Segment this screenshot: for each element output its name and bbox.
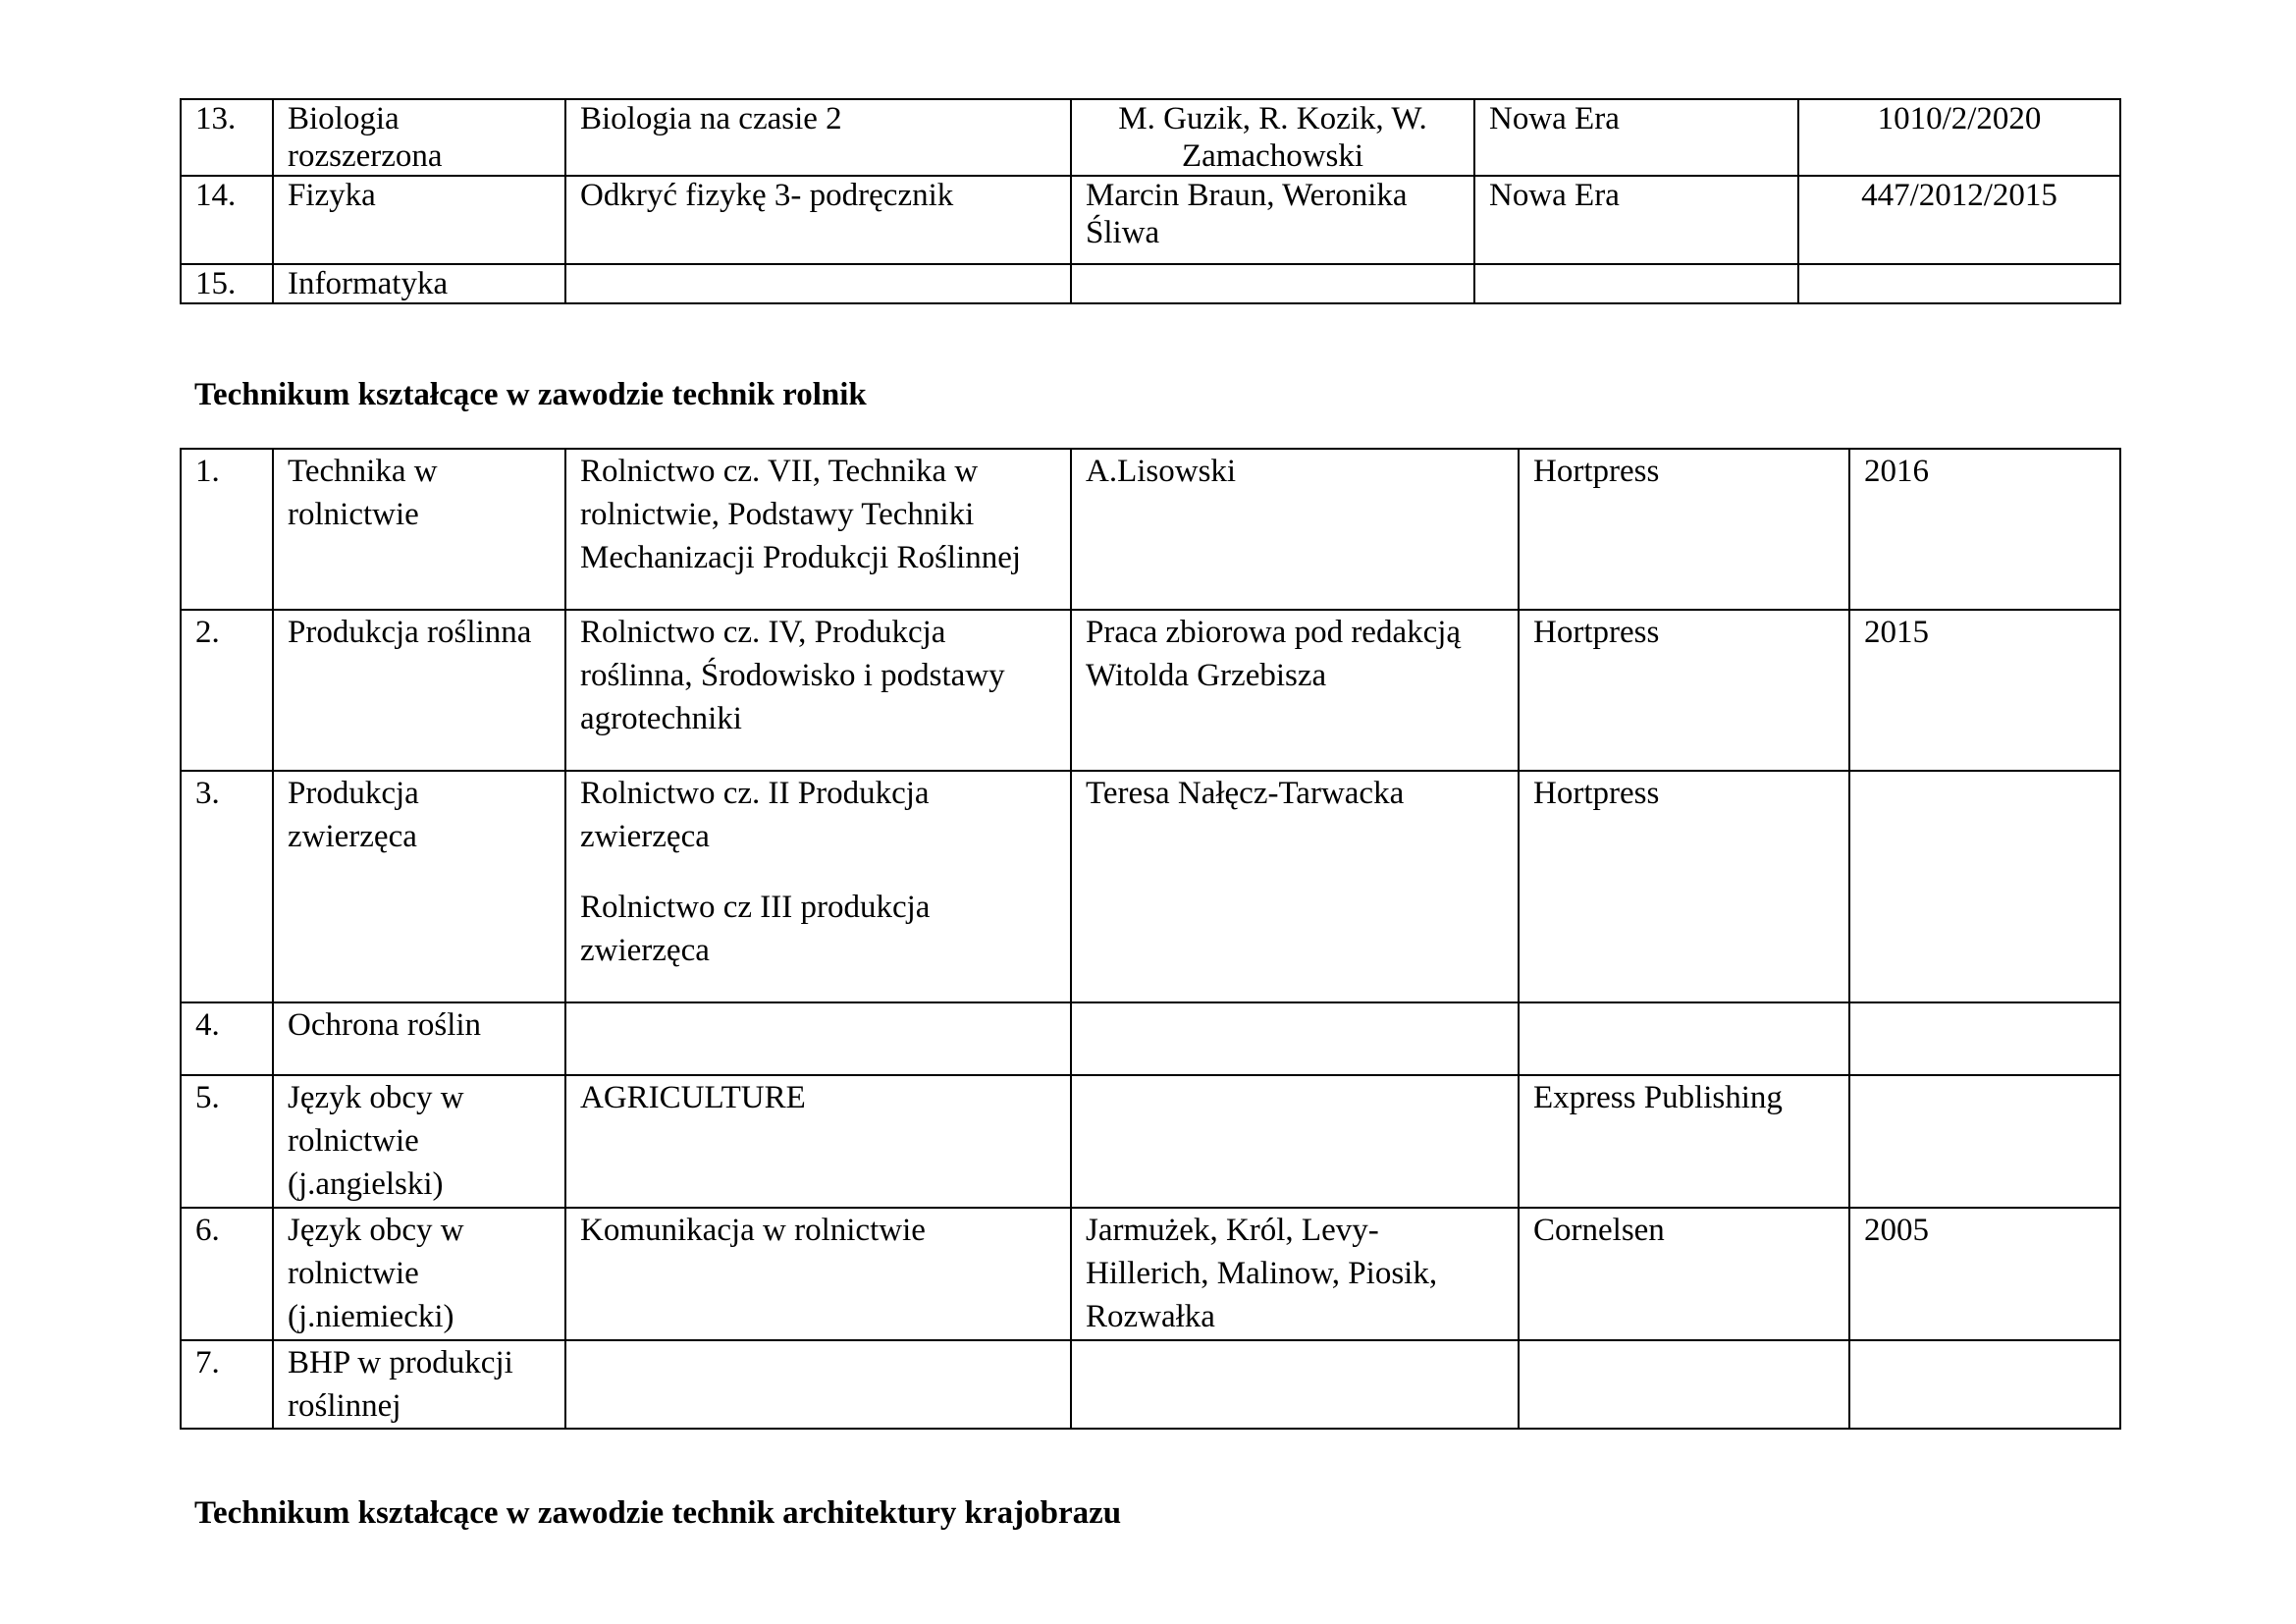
- approval-number-cell: [1798, 99, 2120, 176]
- paragraph-gap: [580, 858, 1056, 886]
- publisher-cell: [1519, 771, 1849, 1002]
- publisher-cell: [1519, 1340, 1849, 1429]
- publisher-cell-line: Hortpress: [1533, 615, 1660, 650]
- row-number-cell-line: 3.: [195, 776, 220, 811]
- table-row: [181, 1002, 2120, 1075]
- approval-number-cell: [1798, 264, 2120, 303]
- row-number-cell-line: 15.: [195, 266, 237, 301]
- subject-cell-line: rolnictwie: [288, 1123, 419, 1159]
- table-row: [181, 771, 2120, 1002]
- publisher-cell-line: Cornelsen: [1533, 1213, 1665, 1248]
- section-heading-technik-architektury-krajobrazu: Technikum kształcące w zawodzie technik architektury krajobrazu: [194, 1495, 1122, 1531]
- author-cell: [1071, 1208, 1519, 1340]
- title-cell-line: Rolnictwo cz. VII, Technika w: [580, 454, 979, 489]
- title-cell: [565, 99, 1071, 176]
- author-cell: [1071, 1002, 1519, 1075]
- row-number-cell: [181, 1075, 273, 1208]
- row-number-cell: [181, 1340, 273, 1429]
- title-cell-line: Rolnictwo cz III produkcja: [580, 890, 931, 925]
- title-cell: [565, 264, 1071, 303]
- author-cell: [1071, 771, 1519, 1002]
- year-cell: [1849, 1340, 2120, 1429]
- subject-cell-line: roślinnej: [288, 1388, 401, 1424]
- textbook-table-technik-rolnik: [180, 448, 2121, 1430]
- year-cell: [1849, 449, 2120, 610]
- title-cell: [565, 771, 1071, 1002]
- subject-cell-line: (j.angielski): [288, 1166, 444, 1202]
- year-cell-line: 2015: [1864, 615, 1929, 650]
- year-cell-line: 2005: [1864, 1213, 1929, 1248]
- author-cell: [1071, 1075, 1519, 1208]
- table-row: [181, 1340, 2120, 1429]
- title-cell: [565, 1075, 1071, 1208]
- subject-cell-line: zwierzęca: [288, 819, 417, 854]
- row-number-cell: [181, 99, 273, 176]
- publisher-cell-line: Express Publishing: [1533, 1080, 1783, 1115]
- approval-number-cell-line: 1010/2/2020: [1877, 101, 2042, 136]
- author-cell: [1071, 610, 1519, 771]
- subject-cell-line: BHP w produkcji: [288, 1345, 513, 1380]
- subject-cell-line: Technika w: [288, 454, 438, 489]
- title-cell-line: roślinna, Środowisko i podstawy: [580, 658, 1005, 693]
- subject-cell-line: Język obcy w: [288, 1080, 464, 1115]
- subject-cell: [273, 1002, 565, 1075]
- subject-cell-line: Informatyka: [288, 266, 449, 301]
- title-cell-line: zwierzęca: [580, 819, 710, 854]
- author-cell-line: Witolda Grzebisza: [1086, 658, 1327, 693]
- author-cell-line: Rozwałka: [1086, 1299, 1215, 1334]
- row-number-cell-line: 7.: [195, 1345, 220, 1380]
- subject-cell-line: (j.niemiecki): [288, 1299, 454, 1334]
- publisher-cell: [1519, 1208, 1849, 1340]
- publisher-cell: [1519, 610, 1849, 771]
- author-cell: [1071, 1340, 1519, 1429]
- subject-cell-line: rolnictwie: [288, 497, 419, 532]
- subject-cell-line: Produkcja roślinna: [288, 615, 532, 650]
- author-cell-line: Zamachowski: [1181, 138, 1364, 174]
- subject-cell: [273, 176, 565, 264]
- year-cell: [1849, 771, 2120, 1002]
- subject-cell: [273, 264, 565, 303]
- title-cell-line: Rolnictwo cz. II Produkcja: [580, 776, 930, 811]
- author-cell-line: A.Lisowski: [1086, 454, 1237, 489]
- author-cell: [1071, 176, 1474, 264]
- row-number-cell-line: 6.: [195, 1213, 220, 1248]
- table-row: [181, 99, 2120, 176]
- title-cell-line: agrotechniki: [580, 701, 742, 736]
- year-cell: [1849, 1075, 2120, 1208]
- title-cell: [565, 1208, 1071, 1340]
- publisher-cell: [1519, 1075, 1849, 1208]
- section-heading-technik-rolnik: Technikum kształcące w zawodzie technik rolnik: [194, 377, 867, 412]
- row-number-cell-line: 4.: [195, 1007, 220, 1043]
- subject-cell-line: rozszerzona: [288, 138, 443, 174]
- author-cell-line: Jarmużek, Król, Levy-: [1086, 1213, 1379, 1248]
- publisher-cell-line: Nowa Era: [1489, 178, 1620, 213]
- subject-cell: [273, 1340, 565, 1429]
- textbook-table-continued: [180, 98, 2121, 304]
- title-cell-line: Mechanizacji Produkcji Roślinnej: [580, 540, 1022, 575]
- publisher-cell-line: Nowa Era: [1489, 101, 1620, 136]
- table-row: [181, 449, 2120, 610]
- author-cell: [1071, 449, 1519, 610]
- subject-cell-line: rolnictwie: [288, 1256, 419, 1291]
- title-cell: [565, 1002, 1071, 1075]
- year-cell: [1849, 1208, 2120, 1340]
- title-cell-line: Rolnictwo cz. IV, Produkcja: [580, 615, 946, 650]
- author-cell-line: Marcin Braun, Weronika: [1086, 178, 1408, 213]
- title-cell-line: AGRICULTURE: [580, 1080, 806, 1115]
- author-cell-line: Śliwa: [1086, 215, 1160, 250]
- row-number-cell: [181, 1208, 273, 1340]
- author-cell-line: M. Guzik, R. Kozik, W.: [1118, 101, 1427, 136]
- author-cell-line: Teresa Nałęcz-Tarwacka: [1086, 776, 1405, 811]
- subject-cell: [273, 610, 565, 771]
- title-cell-line: Odkryć fizykę 3- podręcznik: [580, 178, 954, 213]
- publisher-cell: [1474, 99, 1798, 176]
- table-row: [181, 1208, 2120, 1340]
- subject-cell-line: Język obcy w: [288, 1213, 464, 1248]
- subject-cell-line: Fizyka: [288, 178, 376, 213]
- publisher-cell: [1519, 449, 1849, 610]
- publisher-cell-line: Hortpress: [1533, 454, 1660, 489]
- author-cell-line: Hillerich, Malinow, Piosik,: [1086, 1256, 1438, 1291]
- table-row: [181, 176, 2120, 264]
- publisher-cell: [1474, 264, 1798, 303]
- title-cell: [565, 1340, 1071, 1429]
- row-number-cell: [181, 1002, 273, 1075]
- table-row: [181, 610, 2120, 771]
- row-number-cell-line: 1.: [195, 454, 220, 489]
- row-number-cell-line: 13.: [195, 101, 237, 136]
- title-cell: [565, 610, 1071, 771]
- publisher-cell: [1474, 176, 1798, 264]
- row-number-cell-line: 14.: [195, 178, 237, 213]
- subject-cell: [273, 771, 565, 1002]
- subject-cell: [273, 1208, 565, 1340]
- subject-cell-line: Biologia: [288, 101, 400, 136]
- publisher-cell: [1519, 1002, 1849, 1075]
- year-cell: [1849, 610, 2120, 771]
- title-cell-line: Biologia na czasie 2: [580, 101, 842, 136]
- publisher-cell-line: Hortpress: [1533, 776, 1660, 811]
- author-cell-line: Praca zbiorowa pod redakcją: [1086, 615, 1462, 650]
- year-cell: [1849, 1002, 2120, 1075]
- subject-cell: [273, 1075, 565, 1208]
- title-cell: [565, 449, 1071, 610]
- subject-cell-line: Produkcja: [288, 776, 419, 811]
- table-row: [181, 1075, 2120, 1208]
- subject-cell-line: Ochrona roślin: [288, 1007, 482, 1043]
- title-cell-line: rolnictwie, Podstawy Techniki: [580, 497, 975, 532]
- subject-cell: [273, 99, 565, 176]
- author-cell: [1071, 99, 1474, 176]
- title-cell-line: zwierzęca: [580, 933, 710, 968]
- approval-number-cell: [1798, 176, 2120, 264]
- row-number-cell: [181, 610, 273, 771]
- title-cell-line: Komunikacja w rolnictwie: [580, 1213, 926, 1248]
- row-number-cell: [181, 449, 273, 610]
- author-cell: [1071, 264, 1474, 303]
- row-number-cell: [181, 176, 273, 264]
- row-number-cell: [181, 771, 273, 1002]
- title-cell: [565, 176, 1071, 264]
- row-number-cell-line: 2.: [195, 615, 220, 650]
- approval-number-cell-line: 447/2012/2015: [1861, 178, 2057, 213]
- row-number-cell-line: 5.: [195, 1080, 220, 1115]
- table-row: [181, 264, 2120, 303]
- subject-cell: [273, 449, 565, 610]
- year-cell-line: 2016: [1864, 454, 1929, 489]
- row-number-cell: [181, 264, 273, 303]
